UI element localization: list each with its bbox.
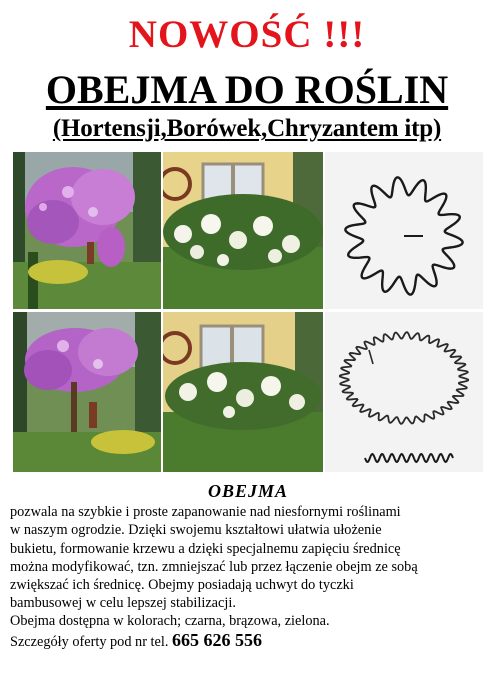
photo-flowering-bush-1 <box>13 152 161 309</box>
photo-wire-ring-small <box>325 152 483 309</box>
description-line: bukietu, formowanie krzewu a dzięki specjalnemu zapięciu średnicę <box>10 540 401 557</box>
description-line: Obejma dostępna w kolorach; czarna, brązowa, zielona. <box>10 613 330 630</box>
photo-wire-ring-large <box>325 312 483 472</box>
description <box>10 482 486 651</box>
new-label: NOWOŚĆ !!! <box>128 13 366 56</box>
description-line: bambusowej w celu lepszej stabilizacji. <box>10 595 236 612</box>
photo-house-hydrangeas-1 <box>163 152 323 309</box>
page-subtitle: (Hortensji,Borówek,Chryzantem itp) <box>52 115 442 142</box>
page-title: OBEJMA DO ROŚLIN <box>45 67 449 112</box>
photo-house-hydrangeas-2 <box>163 312 323 472</box>
description-heading: OBEJMA <box>207 481 289 501</box>
description-line: pozwala na szybkie i proste zapanowanie nad niesfornymi roślinami <box>10 504 401 521</box>
photo-flowering-bush-2 <box>13 312 161 472</box>
phone-number: 665 626 556 <box>171 629 262 650</box>
contact-line <box>10 631 486 651</box>
description-line: zwiększać ich średnicę. Obejmy posiadają uchwyt do tyczki <box>10 577 354 594</box>
description-line: w naszym ogrodzie. Dzięki swojemu kształtowi ułatwia ułożenie <box>10 522 382 539</box>
photo-grid <box>13 152 483 472</box>
contact-label: Szczegóły oferty pod nr tel. <box>10 633 172 650</box>
description-line: można modyfikować, tzn. zmniejszać lub przez łączenie obejm ze sobą <box>10 558 418 575</box>
